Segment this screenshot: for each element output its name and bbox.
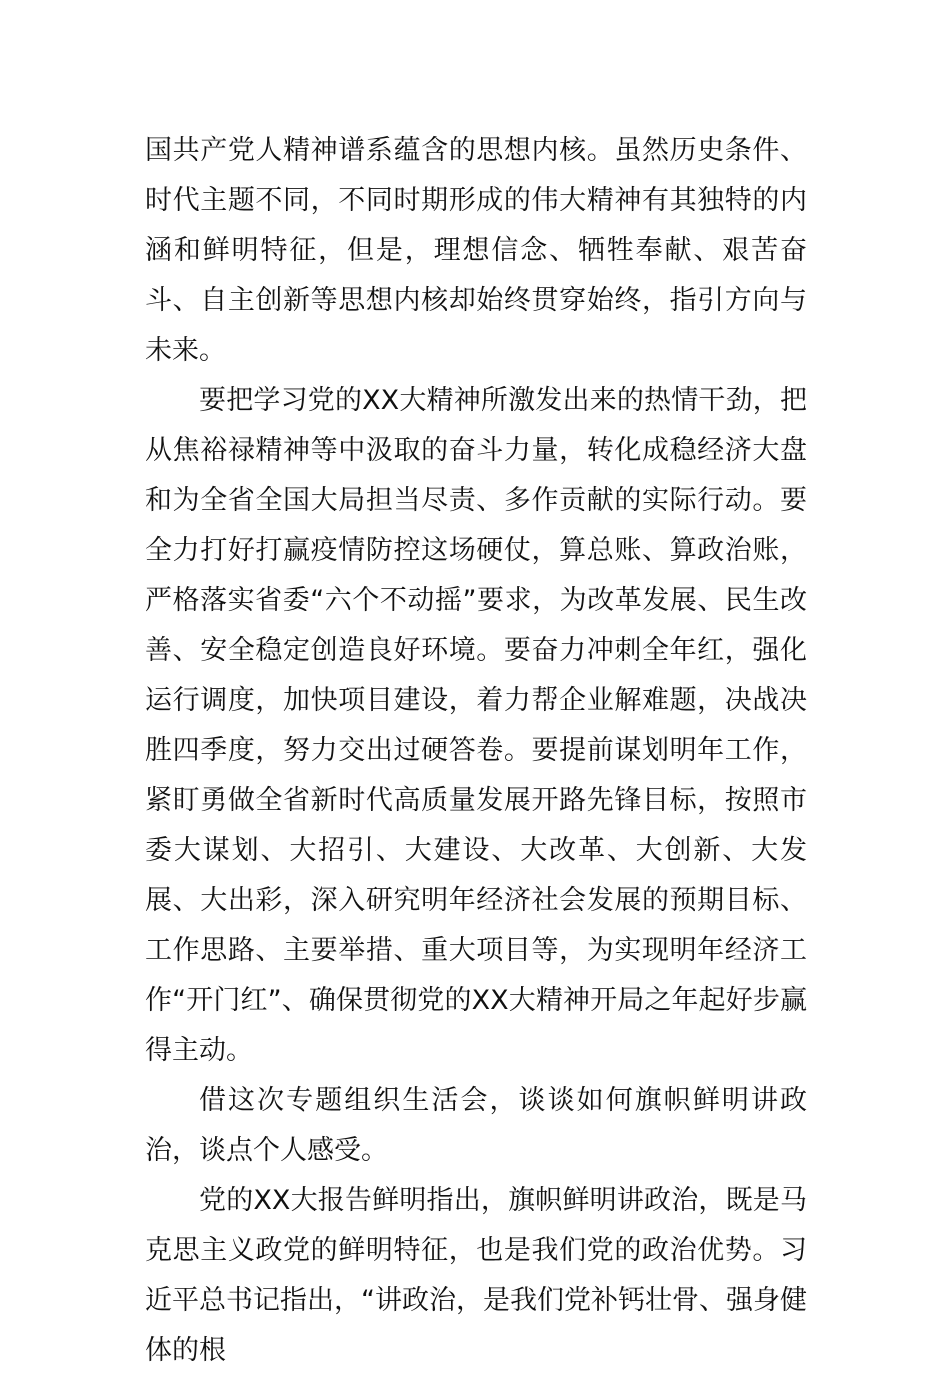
paragraph-2: 要把学习党的XX大精神所激发出来的热情干劲，把从焦裕禄精神等中汲取的奋斗力量，转化成稳经济大盘和为全省全国大局担当尽责、多作贡献的实际行动。要全力打好打赢疫情防控这场硬仗，算总账、算政治账，严格落实省委“六个不动摇”要求，为改革发展、民生改善、安全稳定创造良好环境。要奋力冲刺全年红，强化运行调度，加快项目建设，着力帮企业解难题，决战决胜四季度，努力交出过硬答卷。要提前谋划明年工作，紧盯勇做全省新时代高质量发展开路先锋目标，按照市委大谋划、大招引、大建设、大改革、大创新、大发展、大出彩，深入研究明年经济社会发展的预期目标、工作思路、主要举措、重大项目等，为实现明年经济工作“开门红”、确保贯彻党的XX大精神开局之年起好步赢得主动。 bbox=[145, 385, 807, 1066]
paragraph-4: 党的XX大报告鲜明指出，旗帜鲜明讲政治，既是马克思主义政党的鲜明特征，也是我们党的政治优势。习近平总书记指出，“讲政治，是我们党补钙壮骨、强身健体的根 bbox=[145, 1185, 807, 1366]
document-body bbox=[145, 126, 807, 1376]
paragraph-3: 借这次专题组织生活会，谈谈如何旗帜鲜明讲政治，谈点个人感受。 bbox=[145, 1085, 807, 1166]
paragraph-1: 国共产党人精神谱系蕴含的思想内核。虽然历史条件、时代主题不同，不同时期形成的伟大精神有其独特的内涵和鲜明特征，但是，理想信念、牺牲奉献、艰苦奋斗、自主创新等思想内核却始终贯穿始终，指引方向与未来。 bbox=[145, 135, 807, 366]
